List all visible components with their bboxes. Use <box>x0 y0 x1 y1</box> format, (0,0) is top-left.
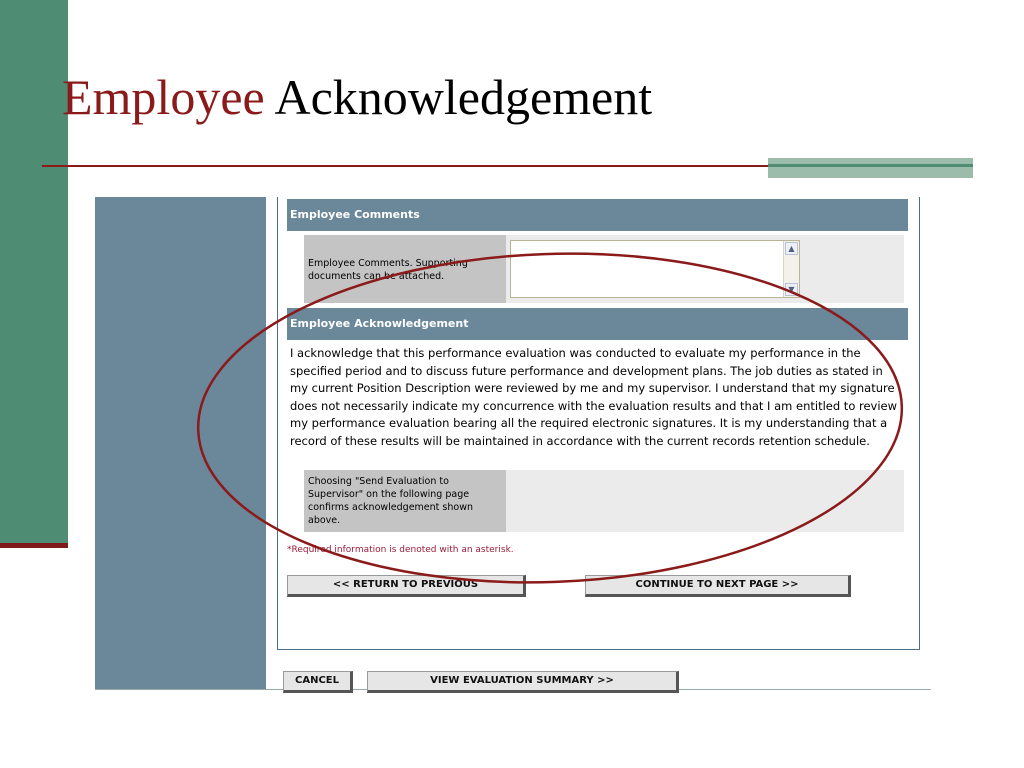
employee-acknowledgement-header: Employee Acknowledgement <box>287 308 908 340</box>
employee-comments-textarea[interactable] <box>510 240 800 298</box>
employee-comments-header: Employee Comments <box>287 199 908 231</box>
return-to-previous-button[interactable]: << RETURN TO PREVIOUS <box>287 575 526 597</box>
view-evaluation-summary-button[interactable]: VIEW EVALUATION SUMMARY >> <box>367 671 679 693</box>
scroll-down-arrow-icon[interactable]: ▼ <box>785 283 798 296</box>
slide-title-word-employee: Employee <box>62 69 265 125</box>
acknowledgement-statement: I acknowledge that this performance evaluation was conducted to evaluate my performance in the specified period and to discuss future performance and development plans. The job duties as stated in my current Position Description were reviewed by me and my supervisor. I understand that my signature does not necessarily indicate my concurrence with the evaluation results and that I am entitled to review my performance evaluation bearing all the required electronic signatures. It is my understanding that a record of these results will be maintained in accordance with the current records retention schedule. <box>290 346 898 448</box>
cancel-button[interactable]: CANCEL <box>283 671 353 693</box>
slide-title-word-acknowledgement: Acknowledgement <box>274 69 653 125</box>
send-evaluation-note: Choosing "Send Evaluation to Supervisor" on the following page confirms acknowledgement shown above. <box>304 470 506 532</box>
title-underline <box>42 165 772 167</box>
required-info-note: *Required information is denoted with an asterisk. <box>287 545 514 555</box>
slide-left-bar <box>0 0 68 548</box>
slide-left-bar-accent <box>0 543 68 548</box>
scroll-up-arrow-icon[interactable]: ▲ <box>785 242 798 255</box>
continue-to-next-page-button[interactable]: CONTINUE TO NEXT PAGE >> <box>585 575 851 597</box>
title-underline-accent <box>768 158 973 178</box>
slide-title <box>62 69 653 125</box>
app-sidebar <box>95 197 266 689</box>
employee-comments-label: Employee Comments. Supporting documents can be attached. <box>304 235 506 303</box>
